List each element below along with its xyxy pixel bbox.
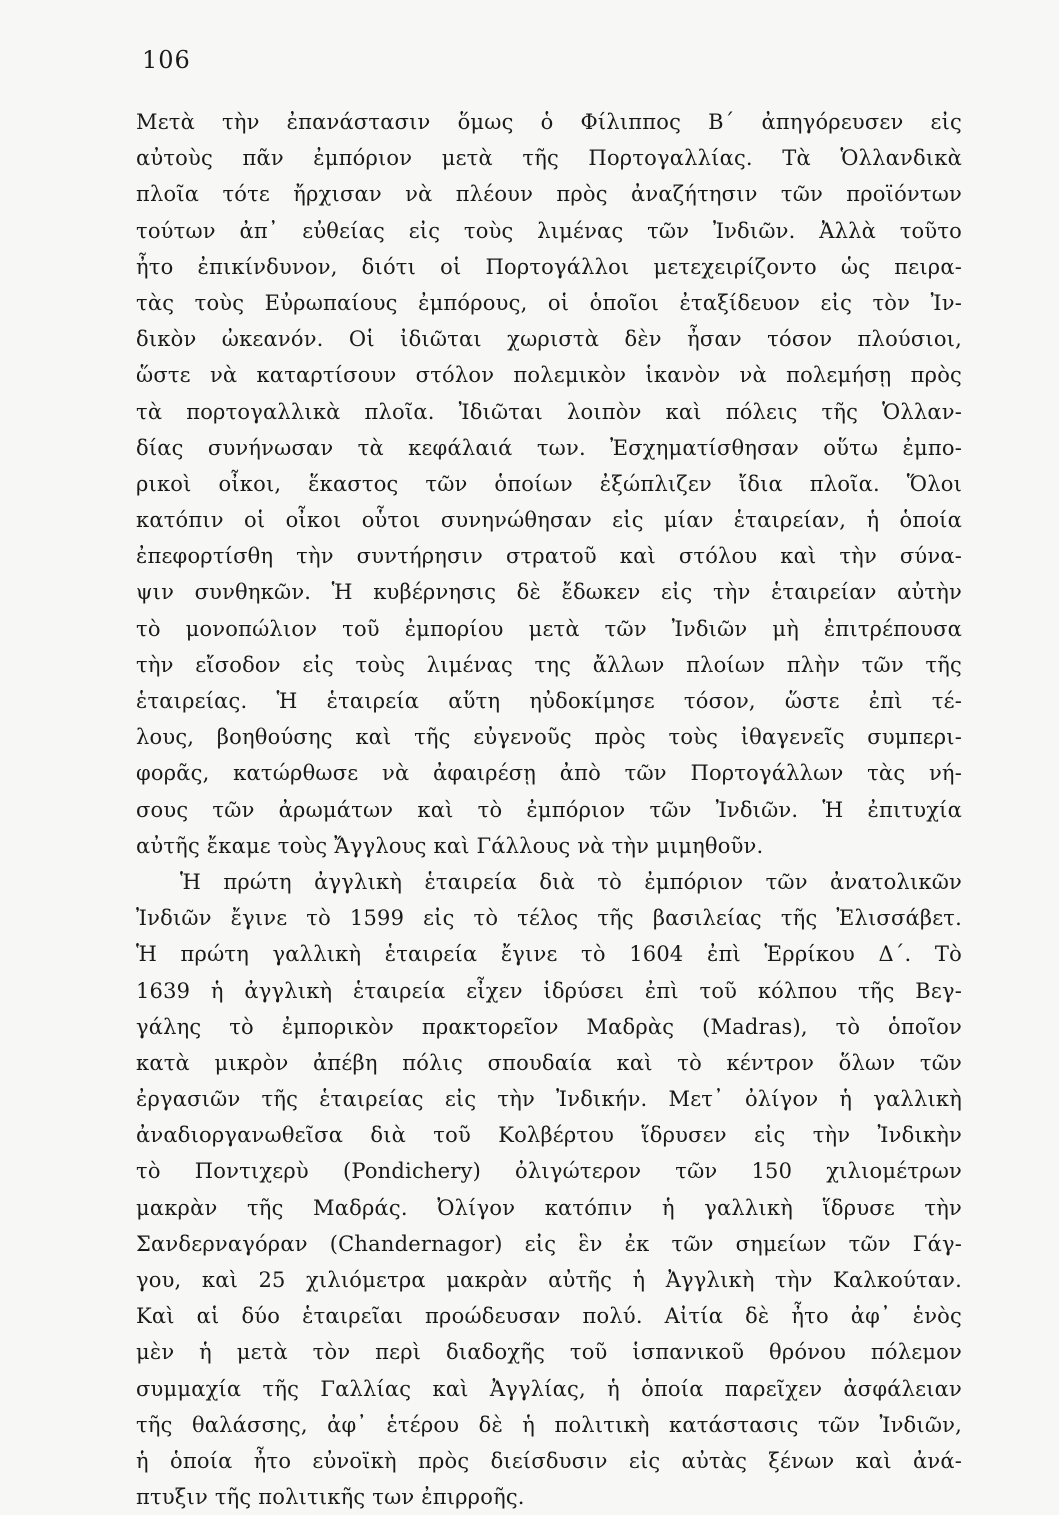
text-line: γάλης τὸ ἐμπορικὸν πρακτορεῖον Μαδρὰς (Madras), τὸ ὁποῖον: [136, 1014, 962, 1039]
text-line: τῆς θαλάσσης, ἀφ᾽ ἑτέρου δὲ ἡ πολιτικὴ κατάστασις τῶν Ἰνδιῶν,: [136, 1412, 962, 1437]
text-line: ἀναδιοργανωθεῖσα διὰ τοῦ Κολβέρτου ἵδρυσεν εἰς τὴν Ἰνδικὴν: [136, 1123, 962, 1148]
text-line: ἑταιρείας. Ἡ ἑταιρεία αὕτη ηὐδοκίμησε τόσον, ὥστε ἐπὶ τέ-: [136, 689, 962, 713]
text-line: τὸ μονοπώλιον τοῦ ἐμπορίου μετὰ τῶν Ἰνδιῶν μὴ ἐπιτρέπουσα: [136, 616, 962, 641]
text-line: Ἡ πρώτη ἀγγλικὴ ἑταιρεία διὰ τὸ ἐμπόριον τῶν ἀνατολικῶν: [180, 869, 962, 894]
text-line: ὥστε νὰ καταρτίσουν στόλον πολεμικὸν ἱκανὸν νὰ πολεμήσῃ πρὸς: [136, 363, 962, 388]
text-line: γου, καὶ 25 χιλιόμετρα μακρὰν αὐτῆς ἡ Ἀγγλικὴ τὴν Καλκούταν.: [136, 1268, 962, 1292]
text-line: τὴν εἴσοδον εἰς τοὺς λιμένας της ἄλλων πλοίων πλὴν τῶν τῆς: [136, 652, 962, 677]
text-line: δικὸν ὠκεανόν. Οἱ ἰδιῶται χωριστὰ δὲν ἦσαν τόσον πλούσιοι,: [136, 327, 962, 352]
text-line: μὲν ἡ μετὰ τὸν περὶ διαδοχῆς τοῦ ἱσπανικοῦ θρόνου πόλεμον: [136, 1340, 962, 1365]
text-line: ἐργασιῶν τῆς ἑταιρείας εἰς τὴν Ἰνδικήν. Μετ᾽ ὀλίγον ἡ γαλλικὴ: [136, 1087, 962, 1112]
text-line: ἐπεφορτίσθη τὴν συντήρησιν στρατοῦ καὶ στόλου καὶ τὴν σύνα-: [136, 544, 962, 569]
text-line: μακρὰν τῆς Μαδράς. Ὀλίγον κατόπιν ἡ γαλλικὴ ἵδρυσε τὴν: [136, 1195, 962, 1220]
text-line: ἡ ὁποία ἦτο εὐνοϊκὴ πρὸς διείσδυσιν εἰς αὐτὰς ξένων καὶ ἀνά-: [136, 1448, 962, 1473]
text-line: κατόπιν οἱ οἶκοι οὗτοι συνηνώθησαν εἰς μίαν ἑταιρείαν, ἡ ὁποία: [136, 508, 962, 533]
text-line: αὐτοὺς πᾶν ἐμπόριον μετὰ τῆς Πορτογαλλίας. Τὰ Ὁλλανδικὰ: [136, 146, 962, 171]
text-line: τὰ πορτογαλλικὰ πλοῖα. Ἰδιῶται λοιπὸν καὶ πόλεις τῆς Ὁλλαν-: [136, 399, 962, 424]
text-line: ρικοὶ οἶκοι, ἕκαστος τῶν ὁποίων ἐξώπλιζεν ἴδια πλοῖα. Ὅλοι: [136, 471, 962, 496]
text-line: φορᾶς, κατώρθωσε νὰ ἀφαιρέσῃ ἀπὸ τῶν Πορτογάλλων τὰς νή-: [136, 761, 962, 786]
text-line: ἦτο ἐπικίνδυνον, διότι οἱ Πορτογάλλοι μετεχειρίζοντο ὡς πειρα-: [136, 254, 962, 279]
text-line: Ἰνδιῶν ἔγινε τὸ 1599 εἰς τὸ τέλος τῆς βασιλείας τῆς Ἐλισσάβετ.: [136, 906, 962, 931]
body-text: [136, 104, 962, 1515]
text-line: ψιν συνθηκῶν. Ἡ κυβέρνησις δὲ ἔδωκεν εἰς τὴν ἑταιρείαν αὐτὴν: [136, 580, 962, 605]
text-line: πτυξιν τῆς πολιτικῆς των ἐπιρροῆς.: [136, 1485, 525, 1510]
text-line: τὰς τοὺς Εὐρωπαίους ἐμπόρους, οἱ ὁποῖοι ἐταξίδευον εἰς τὸν Ἰν-: [136, 290, 962, 315]
text-line: λους, βοηθούσης καὶ τῆς εὐγενοῦς πρὸς τοὺς ἰθαγενεῖς συμπερι-: [136, 725, 962, 750]
text-line: δίας συνήνωσαν τὰ κεφάλαιά των. Ἐσχηματίσθησαν οὕτω ἐμπο-: [136, 435, 962, 460]
text-line: σους τῶν ἀρωμάτων καὶ τὸ ἐμπόριον τῶν Ἰνδιῶν. Ἡ ἐπιτυχία: [136, 797, 962, 822]
text-line: Καὶ αἱ δύο ἑταιρεῖαι προώδευσαν πολύ. Αἰτία δὲ ἦτο ἀφ᾽ ἑνὸς: [136, 1304, 962, 1329]
text-line: Σανδερναγόραν (Chandernagor) εἰς ἓν ἐκ τῶν σημείων τῶν Γάγ-: [136, 1231, 962, 1256]
text-line: Ἡ πρώτη γαλλικὴ ἑταιρεία ἔγινε τὸ 1604 ἐπὶ Ἑρρίκου Δ΄. Τὸ: [136, 942, 962, 967]
text-line: τὸ Ποντιχερὺ (Pondichery) ὀλιγώτερον τῶν 150 χιλιομέτρων: [136, 1159, 962, 1184]
text-line: κατὰ μικρὸν ἀπέβη πόλις σπουδαία καὶ τὸ κέντρον ὅλων τῶν: [136, 1050, 962, 1075]
text-line: αὐτῆς ἔκαμε τοὺς Ἄγγλους καὶ Γάλλους νὰ τὴν μιμηθοῦν.: [136, 833, 764, 858]
page-number: 106: [142, 46, 191, 74]
text-line: πλοῖα τότε ἤρχισαν νὰ πλέουν πρὸς ἀναζήτησιν τῶν προϊόντων: [136, 182, 962, 207]
text-line: 1639 ἡ ἀγγλικὴ ἑταιρεία εἶχεν ἱδρύσει ἐπὶ τοῦ κόλπου τῆς Βεγ-: [136, 978, 962, 1003]
text-line: συμμαχία τῆς Γαλλίας καὶ Ἀγγλίας, ἡ ὁποία παρεῖχεν ἀσφάλειαν: [136, 1376, 962, 1401]
text-line: τούτων ἀπ᾽ εὐθείας εἰς τοὺς λιμένας τῶν Ἰνδιῶν. Ἀλλὰ τοῦτο: [136, 218, 962, 243]
text-line: Μετὰ τὴν ἐπανάστασιν ὅμως ὁ Φίλιππος Β΄ ἀπηγόρευσεν εἰς: [136, 110, 962, 134]
